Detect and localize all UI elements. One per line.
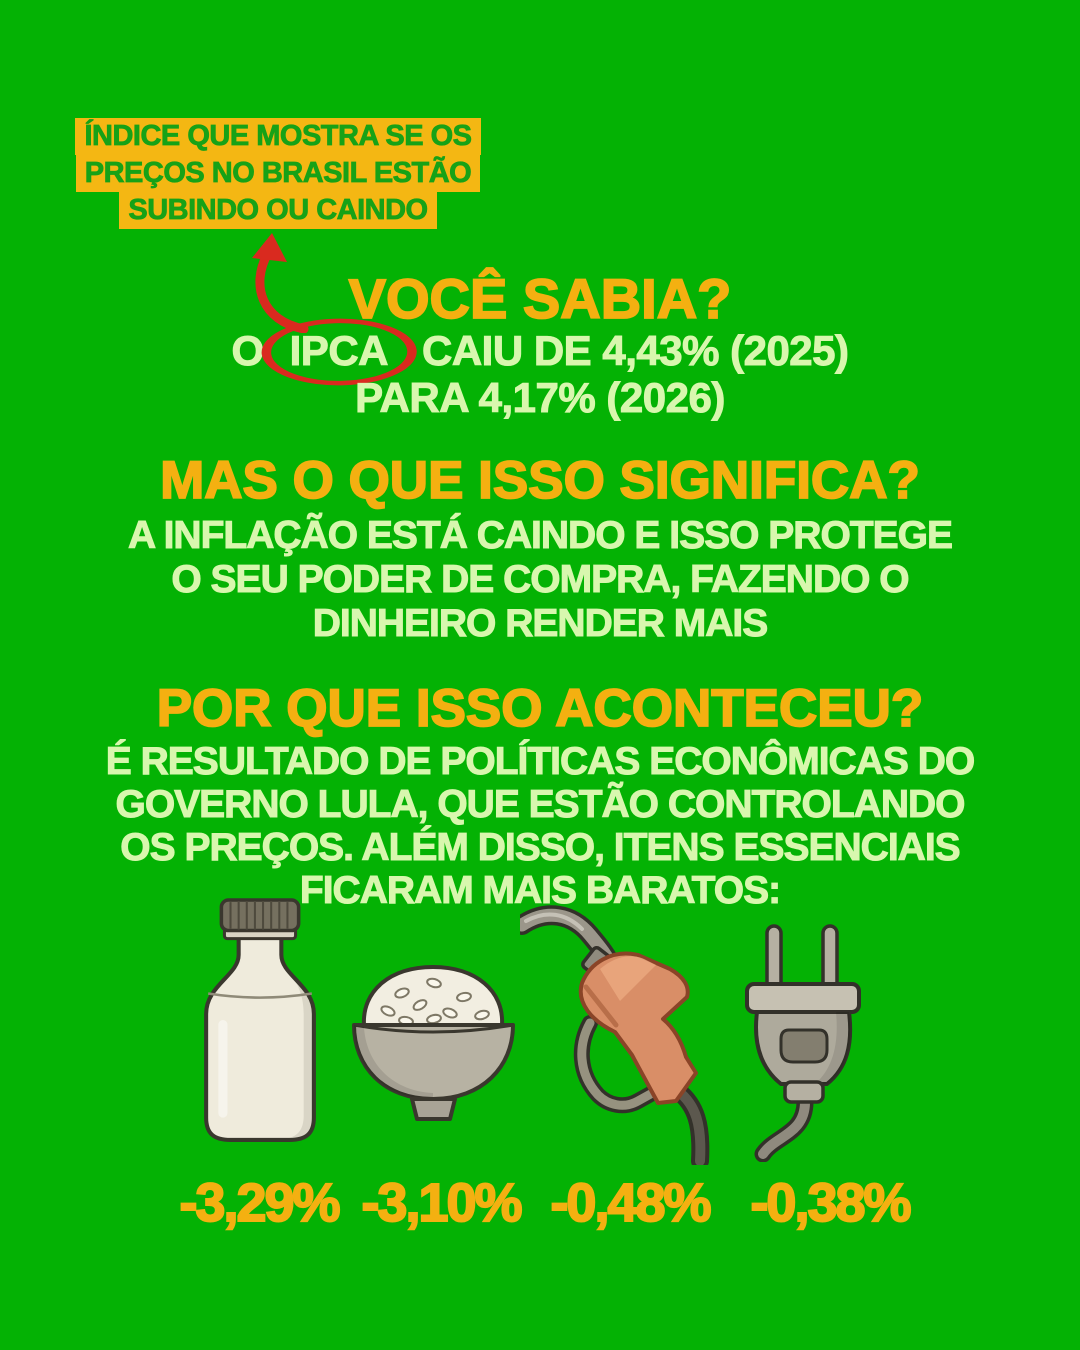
price-change-electricity: -0,38% <box>750 1173 910 1233</box>
section-title-significa: MAS O QUE ISSO SIGNIFICA? <box>160 451 920 510</box>
section-title-por-que: POR QUE ISSO ACONTECEU? <box>156 679 924 738</box>
ipca-fact-line2: PARA 4,17% (2026) <box>355 374 725 421</box>
ipca-definition-callout <box>84 118 472 229</box>
fact-prefix: O <box>231 327 264 374</box>
price-change-fuel: -0,48% <box>550 1173 710 1233</box>
ipca-fact-line1 <box>0 327 1080 375</box>
section-title-voce-sabia: VOCÊ SABIA? <box>348 267 732 330</box>
reason-body <box>0 740 1080 912</box>
fact-suffix: CAIU DE 4,43% (2025) <box>422 327 849 374</box>
power-plug-icon <box>727 912 907 1162</box>
significance-line-3: DINHEIRO RENDER MAIS <box>312 602 768 645</box>
callout-line-1: ÍNDICE QUE MOSTRA SE OS <box>75 118 480 155</box>
reason-line-1: É RESULTADO DE POLÍTICAS ECONÔMICAS DO <box>105 740 975 783</box>
rice-bowl-icon <box>342 963 525 1133</box>
fuel-nozzle-icon <box>520 905 720 1165</box>
price-change-milk: -3,29% <box>179 1173 339 1233</box>
price-change-rice: -3,10% <box>361 1173 521 1233</box>
significance-line-1: A INFLAÇÃO ESTÁ CAINDO E ISSO PROTEGE <box>128 514 952 557</box>
milk-bottle-icon <box>200 898 320 1144</box>
significance-body <box>0 514 1080 646</box>
reason-line-4: FICARAM MAIS BARATOS: <box>299 869 781 912</box>
callout-line-2: PREÇOS NO BRASIL ESTÃO <box>76 155 480 192</box>
significance-line-2: O SEU PODER DE COMPRA, FAZENDO O <box>171 558 909 601</box>
reason-line-2: GOVERNO LULA, QUE ESTÃO CONTROLANDO <box>115 783 965 826</box>
reason-line-3: OS PREÇOS. ALÉM DISSO, ITENS ESSENCIAIS <box>120 826 960 869</box>
callout-line-3: SUBINDO OU CAINDO <box>119 192 436 229</box>
ipca-term <box>290 327 388 375</box>
ipca-label: IPCA <box>289 327 388 374</box>
